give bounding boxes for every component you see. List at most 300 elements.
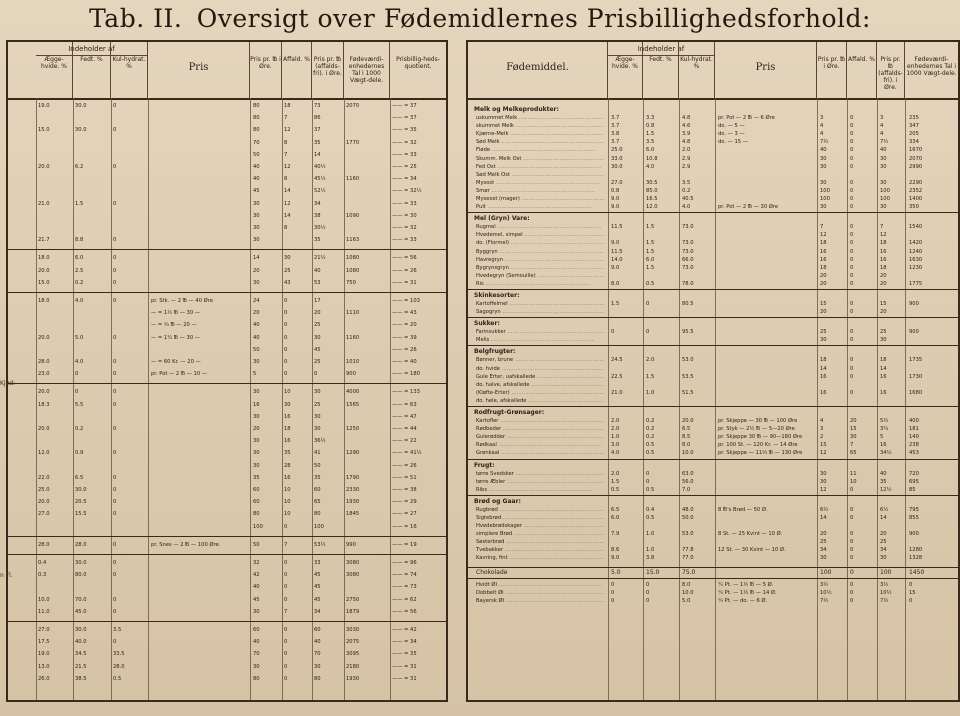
table-cell: 32: [253, 560, 260, 566]
table-cell: 3.5: [646, 139, 655, 146]
table-cell: 23.0: [38, 371, 50, 378]
left-col-header: Pris pr. ℔ i Øre.: [250, 42, 282, 98]
table-cell: 16: [820, 256, 827, 263]
table-row: [468, 514, 958, 522]
table-cell: 30: [314, 663, 321, 670]
table-cell: 34: [820, 547, 827, 554]
table-cell: 4: [820, 131, 824, 138]
table-cell: 0.5: [646, 442, 655, 449]
food-name: do. halve, afskallede ……………………………………………………: [476, 381, 604, 389]
table-cell: 14: [880, 514, 887, 521]
table-cell: 900: [909, 301, 919, 307]
table-cell: 0: [113, 267, 117, 274]
table-cell: 0: [284, 584, 288, 591]
table-cell: —— = 33: [392, 237, 417, 244]
table-cell: 40: [820, 147, 827, 154]
table-cell: 4.0: [682, 204, 691, 211]
table-cell: 30: [880, 155, 887, 162]
table-cell: 70: [253, 139, 260, 146]
table-cell: 0: [850, 389, 854, 396]
table-row: [468, 256, 958, 264]
table-cell: —— = 35: [392, 651, 417, 658]
table-cell: 80: [253, 103, 260, 109]
table-cell: 14: [314, 151, 321, 158]
table-cell: pr. Skjeppe 30 ℔ — 90—180 Øre: [718, 434, 803, 441]
table-cell: 1250: [346, 426, 360, 432]
table-cell: 0: [284, 371, 288, 378]
table-cell: 0: [284, 651, 288, 658]
table-cell: 3.0: [611, 442, 620, 449]
table-cell: 855: [909, 514, 919, 521]
table-cell: 0: [113, 298, 117, 304]
table-cell: — = 1½ ℔ — 30 —: [151, 310, 200, 317]
table-cell: 720: [909, 470, 919, 477]
table-cell: 0: [113, 200, 117, 207]
section-rule: [8, 536, 446, 537]
table-cell: 7: [820, 224, 824, 231]
table-cell: 181: [909, 426, 919, 433]
table-cell: 4.0: [611, 450, 620, 457]
table-cell: 6.5: [75, 474, 84, 481]
table-cell: 5.0: [682, 597, 691, 604]
table-cell: 38: [314, 212, 321, 219]
table-cell: 6.5: [611, 506, 620, 513]
table-cell: 30: [314, 426, 321, 432]
table-cell: 2.5: [75, 267, 84, 274]
table-cell: 40: [314, 639, 321, 646]
table-cell: 12.0: [646, 204, 658, 211]
table-cell: 12: [820, 450, 827, 457]
table-cell: 453: [909, 450, 919, 457]
table-cell: 4: [880, 123, 884, 130]
table-cell: 73.0: [682, 224, 694, 231]
table-cell: —— = 43: [392, 310, 417, 317]
food-name: do. hele, afskallede ……………………………………………………: [476, 397, 604, 405]
table-cell: 3080: [346, 572, 360, 579]
table-cell: 53½: [314, 541, 326, 548]
table-cell: 0: [611, 589, 615, 596]
table-cell: 0: [850, 256, 854, 263]
table-cell: 30: [253, 389, 260, 396]
food-name: Myseost (mager) ……………………………………………………: [476, 195, 604, 203]
table-cell: 0: [113, 426, 117, 432]
table-cell: —— = 51: [392, 474, 417, 481]
table-cell: 1775: [909, 280, 923, 287]
table-cell: 0.9: [75, 450, 84, 457]
table-cell: —— = 41½: [392, 450, 422, 457]
column-rule: [73, 98, 74, 700]
table-cell: 1230: [909, 264, 923, 271]
table-cell: 10: [284, 511, 291, 518]
food-name: Skumm. Melk Ost ……………………………………………………: [476, 155, 604, 163]
table-cell: —— = 56: [392, 608, 417, 615]
table-cell: 30: [880, 337, 887, 344]
right-col-header: Pris pr. ℔ i Øre.: [817, 42, 847, 98]
table-cell: 65: [850, 450, 857, 457]
table-cell: 25: [284, 267, 291, 274]
food-name: do. (Flormel) ……………………………………………………: [476, 239, 604, 247]
table-row: [468, 425, 958, 433]
table-cell: 20: [820, 531, 827, 538]
table-row: [468, 530, 958, 538]
table-cell: 80: [253, 127, 260, 134]
table-cell: 0: [113, 401, 117, 408]
table-cell: 18: [880, 357, 887, 364]
table-cell: 20.0: [682, 418, 694, 424]
table-cell: 40: [880, 147, 887, 154]
table-cell: 205: [909, 131, 919, 138]
table-cell: —— = 20: [392, 322, 417, 329]
table-cell: —— = 63: [392, 401, 417, 408]
table-row: [468, 381, 958, 389]
table-cell: —— = 27: [392, 511, 417, 518]
table-cell: —— = 74: [392, 572, 417, 579]
table-cell: 20.0: [38, 164, 50, 170]
table-row: [468, 223, 958, 231]
table-cell: 50: [253, 346, 260, 353]
table-cell: 65: [314, 499, 321, 506]
table-cell: 60: [314, 487, 321, 493]
column-rule: [905, 98, 906, 700]
table-cell: 7.9: [611, 531, 620, 538]
table-cell: 70.0: [75, 596, 87, 603]
food-name: Havregryn ……………………………………………………: [476, 256, 604, 264]
table-cell: 60: [314, 627, 321, 633]
table-cell: 27.0: [38, 511, 50, 518]
table-cell: 1670: [909, 147, 923, 154]
table-cell: 45: [314, 584, 321, 591]
table-cell: 7: [284, 608, 288, 615]
section-rule: [468, 495, 958, 496]
column-rule: [390, 98, 391, 700]
table-cell: 10: [284, 487, 291, 493]
table-cell: 0: [646, 589, 650, 596]
table-cell: 795: [909, 506, 919, 513]
section-title: Frugt:: [474, 461, 495, 469]
table-cell: 2.0: [611, 418, 620, 424]
table-cell: 0: [284, 334, 288, 341]
table-cell: 40: [253, 639, 260, 646]
table-cell: —— = 29: [392, 499, 417, 506]
table-cell: 0.5: [611, 486, 620, 493]
table-cell: 0: [850, 123, 854, 130]
table-cell: 0: [850, 365, 854, 372]
food-name: Fed Ost ……………………………………………………: [476, 163, 604, 171]
table-cell: 33.0: [611, 155, 623, 162]
table-cell: 80: [314, 675, 321, 682]
left-col-header: Pris pr. ℔ (affalds-fri). i Øre.: [312, 42, 344, 98]
table-cell: 12: [880, 232, 887, 239]
table-cell: 34: [314, 608, 321, 615]
table-cell: 0: [850, 232, 854, 239]
table-cell: 40: [253, 584, 260, 591]
table-cell: 11.5: [611, 224, 623, 231]
table-cell: 30: [820, 155, 827, 162]
table-cell: 15.0: [38, 279, 50, 286]
table-row: [468, 597, 958, 605]
section-title: Skinkesorter:: [474, 292, 520, 299]
table-cell: do. — 3 —: [718, 131, 745, 138]
table-cell: 25: [880, 539, 887, 546]
table-cell: 0: [113, 389, 117, 396]
column-rule: [36, 98, 37, 700]
table-cell: — = 1¼ ℔ — 30 —: [151, 334, 200, 341]
page-title: [0, 4, 960, 33]
table-cell: 20: [880, 531, 887, 538]
table-cell: —— = 37: [392, 103, 417, 109]
table-cell: 48.0: [682, 506, 694, 513]
table-cell: 35: [314, 237, 321, 244]
table-cell: 100: [820, 187, 830, 194]
table-cell: 10.0: [682, 450, 694, 457]
table-cell: 35: [284, 450, 291, 457]
table-cell: 53.0: [682, 357, 694, 364]
column-rule: [643, 98, 644, 700]
table-row: [468, 486, 958, 494]
food-name: Grønkaal ……………………………………………………: [476, 449, 604, 457]
right-table-header: [468, 42, 958, 100]
table-cell: 21.0: [38, 200, 50, 207]
table-cell: 3½: [880, 581, 889, 588]
table-cell: 12: [284, 200, 291, 207]
table-cell: 0: [113, 474, 117, 481]
table-cell: 0: [646, 329, 650, 336]
table-cell: 85: [909, 486, 916, 493]
table-cell: 750: [346, 279, 356, 286]
table-cell: 0: [850, 547, 854, 554]
table-cell: do. — 15 —: [718, 139, 748, 146]
table-row: [468, 589, 958, 597]
table-cell: 100: [820, 568, 832, 576]
table-cell: 7½: [820, 597, 829, 604]
table-cell: 30: [253, 450, 260, 457]
table-row: [468, 506, 958, 514]
table-cell: 990: [346, 541, 356, 548]
table-cell: 0: [113, 164, 117, 170]
table-cell: 3.3: [646, 115, 655, 121]
table-cell: 0: [75, 371, 79, 378]
table-cell: 0: [284, 359, 288, 365]
table-cell: 0: [850, 506, 854, 513]
table-cell: 0: [646, 581, 650, 588]
table-cell: 5.0: [611, 568, 621, 576]
table-cell: 20: [820, 309, 827, 316]
column-rule: [250, 98, 251, 700]
food-name: Kartofler ……………………………………………………: [476, 417, 604, 425]
table-cell: 1770: [346, 139, 360, 146]
table-cell: —— = 47: [392, 413, 417, 420]
table-cell: 13.0: [38, 663, 50, 670]
table-cell: 1160: [346, 334, 360, 341]
food-name: Bayersk Øl ……………………………………………………: [476, 597, 604, 605]
section-title: Mel (Gryn) Vare:: [474, 215, 530, 223]
table-cell: 0: [284, 675, 288, 682]
table-cell: pr. Pot — 2 ℔ — 10 —: [151, 371, 207, 378]
table-cell: 40.0: [75, 639, 87, 646]
table-cell: 0.2: [646, 426, 655, 433]
table-cell: 3080: [346, 560, 360, 566]
table-cell: 6½: [880, 506, 889, 513]
table-cell: 52½: [314, 188, 326, 195]
table-cell: 2075: [346, 639, 360, 646]
table-cell: 7: [284, 115, 288, 122]
table-cell: 18: [820, 264, 827, 271]
table-cell: —— = 39: [392, 334, 417, 341]
table-cell: —— = 34: [392, 639, 417, 646]
table-cell: 30: [253, 225, 260, 231]
table-cell: 45½: [314, 176, 326, 183]
table-row: [468, 114, 958, 122]
food-name: Mysost ……………………………………………………: [476, 179, 604, 187]
table-cell: —— = 30: [392, 212, 417, 219]
table-cell: —— = 62: [392, 596, 417, 603]
table-cell: 2070: [909, 155, 923, 162]
table-cell: 8: [284, 176, 288, 183]
table-row: [468, 581, 958, 589]
table-cell: 20.0: [38, 267, 50, 274]
table-cell: 1680: [909, 389, 923, 396]
table-cell: 0: [646, 301, 650, 307]
table-cell: 30: [820, 163, 827, 170]
table-cell: 60: [253, 487, 260, 493]
table-cell: 238: [909, 442, 919, 449]
table-cell: 16: [880, 389, 887, 396]
table-cell: 0: [850, 155, 854, 162]
right-col-header: Ægge-hvide. %: [608, 42, 643, 98]
table-cell: 0: [113, 487, 117, 493]
table-cell: 14: [253, 255, 260, 262]
table-cell: 0.5: [646, 486, 655, 493]
table-row: [468, 122, 958, 130]
food-name: Rugbrød ……………………………………………………: [476, 506, 604, 514]
table-cell: 1400: [909, 196, 923, 202]
table-cell: 40: [253, 322, 260, 329]
table-cell: 35: [880, 478, 887, 485]
table-cell: 0: [611, 581, 615, 588]
table-cell: 0: [850, 187, 854, 194]
table-cell: 0: [850, 264, 854, 271]
table-cell: 70: [253, 651, 260, 658]
table-cell: 100: [880, 187, 890, 194]
table-cell: 19.0: [38, 651, 50, 658]
table-cell: 25: [820, 539, 827, 546]
table-cell: 2.0: [611, 426, 620, 433]
table-cell: 0: [850, 581, 854, 588]
table-cell: 1080: [346, 255, 360, 262]
table-cell: 34½: [880, 450, 892, 457]
table-cell: 0: [850, 240, 854, 247]
table-cell: 4: [880, 131, 884, 138]
table-cell: 1930: [346, 499, 360, 506]
table-cell: 80: [253, 675, 260, 682]
column-rule: [679, 98, 680, 700]
table-cell: —— = 16: [392, 523, 417, 530]
table-cell: 1730: [909, 373, 923, 380]
table-cell: —— = 133: [392, 389, 420, 396]
table-cell: 4000: [346, 389, 360, 396]
table-cell: pr. Pot — 2 ℔ — 6 Øre: [718, 115, 775, 121]
table-row: [468, 130, 958, 138]
table-cell: 34: [314, 200, 321, 207]
table-cell: 0: [850, 337, 854, 344]
table-cell: —— = 32: [392, 139, 417, 146]
food-name: Rødbeder ……………………………………………………: [476, 425, 604, 433]
table-cell: 4.0: [646, 163, 655, 170]
table-cell: 0: [113, 572, 117, 579]
table-cell: 80: [314, 511, 321, 518]
table-cell: 45.0: [75, 608, 87, 615]
table-cell: 1.0: [611, 434, 620, 441]
table-cell: 3: [880, 115, 884, 121]
table-cell: 8 St. — 25 Kvint — 10 Ø.: [718, 531, 783, 538]
table-row: [468, 203, 958, 211]
table-cell: 1.5: [611, 301, 620, 307]
food-name: Melis ……………………………………………………: [476, 336, 604, 344]
table-cell: 10.8: [646, 155, 658, 162]
food-name: Ribs ……………………………………………………: [476, 486, 604, 494]
table-cell: 11.5: [611, 248, 623, 255]
table-row: [468, 478, 958, 486]
table-cell: 3030: [346, 627, 360, 633]
table-cell: —— = 33: [392, 200, 417, 207]
table-cell: 20: [314, 310, 321, 317]
table-cell: 0.2: [75, 426, 84, 432]
table-cell: 30: [820, 179, 827, 186]
table-cell: 1.5: [646, 264, 655, 271]
table-cell: 20.0: [38, 334, 50, 341]
table-cell: 100: [880, 568, 892, 576]
food-name: Søsterbrød ……………………………………………………: [476, 538, 604, 546]
table-cell: 40.5: [682, 196, 694, 202]
table-cell: 20: [880, 309, 887, 316]
table-cell: 30: [820, 478, 827, 485]
table-cell: 6.0: [646, 256, 655, 263]
table-row: [468, 389, 958, 397]
table-cell: 30.0: [75, 627, 87, 633]
table-cell: 12: [284, 127, 291, 134]
table-cell: 6.5: [682, 426, 691, 433]
table-cell: 0: [850, 280, 854, 287]
margin-fragment-1: Kjød:: [0, 380, 16, 387]
food-name: Kartoffelmel ……………………………………………………: [476, 300, 604, 308]
left-col-header: Ægge-hvide. %: [36, 42, 73, 98]
table-row: [468, 417, 958, 425]
table-cell: 7½: [880, 139, 889, 146]
table-cell: 1.0: [646, 389, 655, 396]
table-cell: 12½: [880, 486, 892, 493]
table-cell: 30: [253, 608, 260, 615]
table-cell: 16: [820, 248, 827, 255]
table-cell: 30: [253, 462, 260, 469]
table-cell: 0: [850, 531, 854, 538]
table-cell: 16: [820, 389, 827, 396]
table-cell: 30.5: [646, 179, 658, 186]
table-cell: 30: [253, 413, 260, 420]
table-cell: 22.5: [611, 373, 623, 380]
column-rule: [312, 98, 313, 700]
table-cell: 16: [880, 248, 887, 255]
table-cell: 0: [113, 359, 117, 365]
table-cell: 1.5: [646, 248, 655, 255]
left-col-header: Fedt. %: [73, 42, 111, 98]
table-cell: 1.5: [646, 373, 655, 380]
table-cell: 1879: [346, 608, 360, 615]
table-cell: 0: [284, 346, 288, 353]
table-cell: 100: [253, 523, 263, 530]
table-cell: —— = 37: [392, 115, 417, 122]
table-cell: 0: [284, 310, 288, 317]
table-cell: 40: [253, 164, 260, 170]
